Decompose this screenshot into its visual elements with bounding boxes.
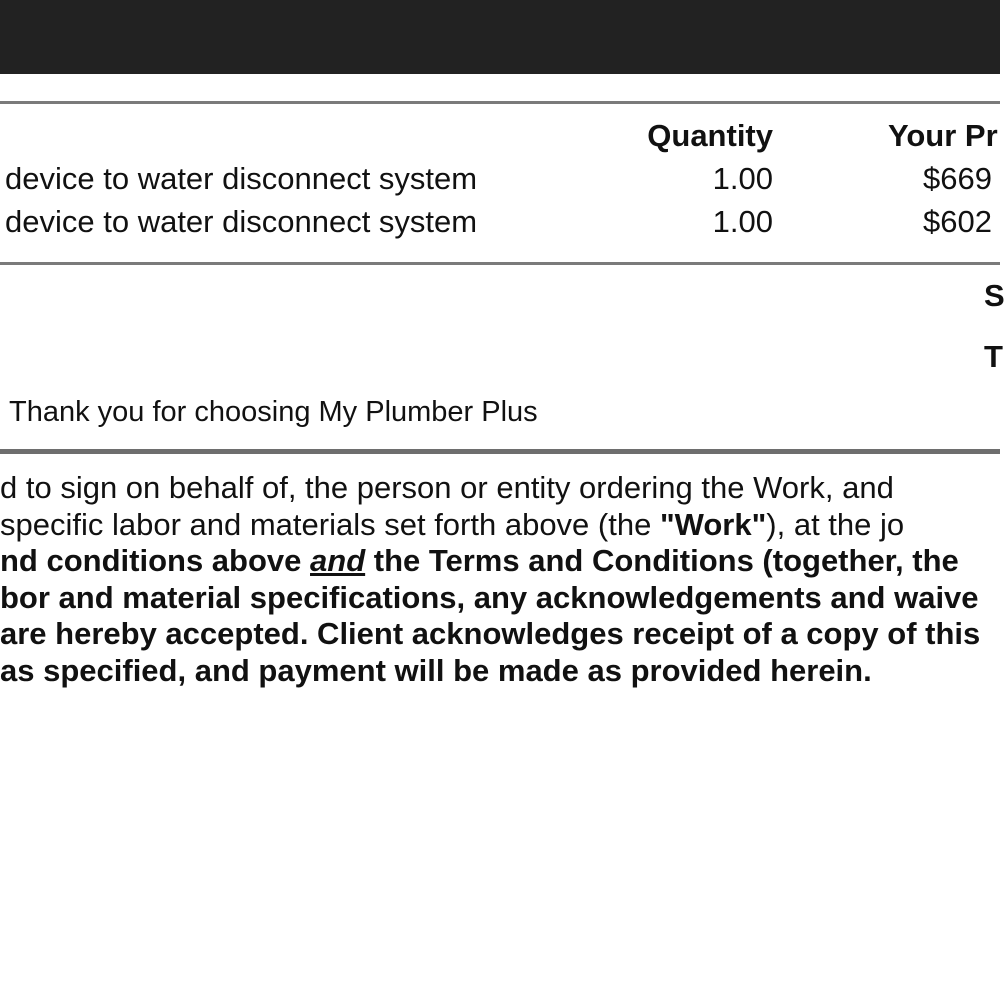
terms-line: [0, 470, 1000, 507]
and-emphasis: and: [310, 543, 366, 578]
terms-line: [0, 543, 1000, 580]
terms-paragraph: [0, 470, 1000, 689]
viewer-top-bar: [0, 0, 1000, 74]
terms-line: [0, 507, 1000, 544]
terms-line-6: as specified, and payment will be made as provided herein.: [0, 652, 872, 688]
row-1-price: $669: [923, 161, 992, 196]
terms-line-4: bor and material specifications, any acknowledgements and waive: [0, 579, 979, 615]
terms-line: [0, 616, 1000, 653]
terms-line: [0, 580, 1000, 617]
terms-line-3c: the Terms and Conditions (together, the: [365, 543, 959, 578]
row-1-description: device to water disconnect system: [5, 161, 478, 196]
terms-top-rule: [0, 449, 1000, 454]
terms-line-2c: ), at the jo: [766, 506, 905, 542]
terms-line-1: d to sign on behalf of, the person or entity ordering the Work, and: [0, 470, 894, 505]
row-1-quantity: 1.00: [712, 161, 773, 196]
thank-you-note: Thank you for choosing My Plumber Plus: [9, 396, 538, 428]
price-header: Your Pr: [888, 118, 998, 153]
total-label: T: [984, 339, 1003, 374]
terms-line-5: are hereby accepted. Client acknowledges receipt of a copy of this: [0, 616, 981, 651]
terms-line-2a: specific labor and materials set forth above (the: [0, 506, 660, 542]
subtotal-label: S: [984, 278, 1005, 313]
table-bottom-rule: [0, 262, 1000, 265]
work-term: "Work": [659, 506, 767, 542]
row-2-description: device to water disconnect system: [5, 204, 478, 239]
terms-line: [0, 653, 1000, 690]
row-2-price: $602: [923, 204, 992, 239]
table-top-rule: [0, 101, 1000, 104]
quantity-header: Quantity: [647, 118, 773, 153]
terms-line-3a: nd conditions above: [0, 543, 311, 578]
row-2-quantity: 1.00: [712, 204, 773, 239]
